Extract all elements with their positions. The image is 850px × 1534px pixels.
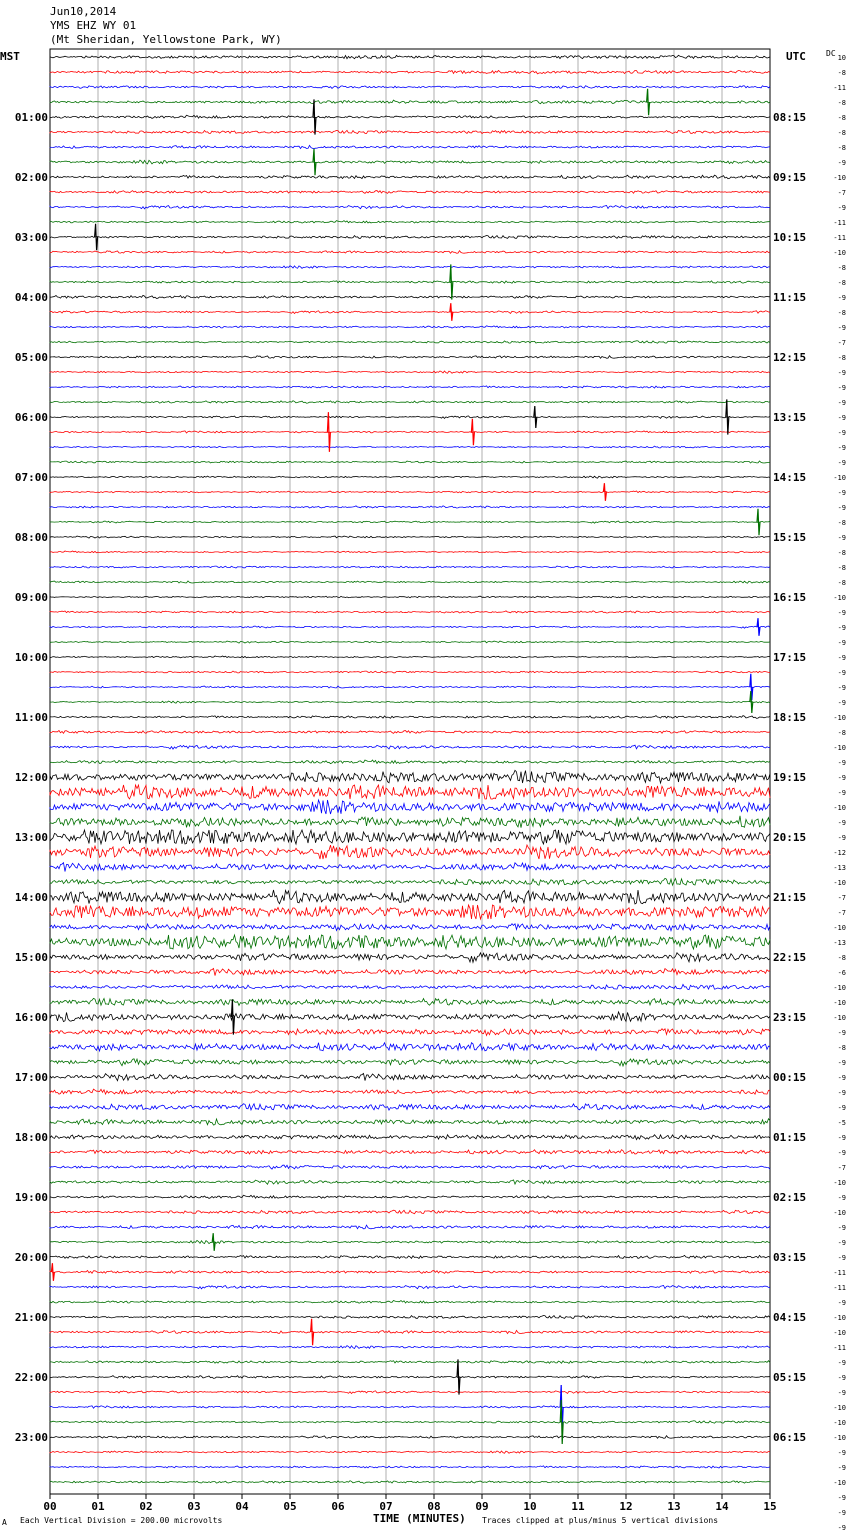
dc-offset-label: -10 xyxy=(833,744,846,752)
trace-line xyxy=(50,536,770,538)
trace-line xyxy=(50,1330,770,1333)
dc-offset-label: -9 xyxy=(837,489,846,497)
dc-offset-label: -11 xyxy=(833,1269,846,1277)
right-hour-label: 12:15 xyxy=(773,351,807,364)
dc-offset-label: -9 xyxy=(837,324,846,332)
trace-line xyxy=(50,596,770,598)
event-spike xyxy=(313,99,316,134)
dc-offset-label: -9 xyxy=(837,504,846,512)
dc-offset-label: -10 xyxy=(833,1479,846,1487)
dc-offset-label: -9 xyxy=(837,1509,846,1517)
trace-line xyxy=(50,800,770,814)
trace-line xyxy=(50,935,770,949)
dc-offset-label: -9 xyxy=(837,399,846,407)
left-hour-label: 09:00 xyxy=(14,591,48,604)
dc-offset-label: -8 xyxy=(837,144,846,152)
dc-offset-label: -9 xyxy=(837,1524,846,1532)
trace-line xyxy=(50,326,770,328)
dc-label: DC xyxy=(826,49,836,58)
station-location: (Mt Sheridan, Yellowstone Park, WY) xyxy=(50,33,282,46)
dc-offset-label: -10 xyxy=(833,1014,846,1022)
trace-line xyxy=(50,745,770,749)
trace-line xyxy=(50,1012,770,1022)
trace-line xyxy=(50,641,770,643)
chart-date: Jun10,2014 xyxy=(50,5,117,18)
trace-line xyxy=(50,1271,770,1274)
trace-line xyxy=(50,969,770,976)
dc-offset-label: -8 xyxy=(837,579,846,587)
dc-offset-label: -9 xyxy=(837,684,846,692)
trace-line xyxy=(50,845,770,859)
x-tick-label: 05 xyxy=(283,1500,297,1513)
trace-line xyxy=(50,1225,770,1229)
dc-offset-label: -10 xyxy=(833,474,846,482)
x-tick-label: 09 xyxy=(475,1500,489,1513)
left-hour-label: 01:00 xyxy=(14,111,48,124)
trace-line xyxy=(50,521,770,523)
right-hour-label: 09:15 xyxy=(773,171,807,184)
trace-line xyxy=(50,1391,770,1394)
right-hour-label: 03:15 xyxy=(773,1251,807,1264)
dc-offset-label: -9 xyxy=(837,1494,846,1502)
dc-offset-label: -8 xyxy=(837,1044,846,1052)
trace-line xyxy=(50,160,770,164)
trace-line xyxy=(50,1481,770,1484)
trace-line xyxy=(50,1421,770,1423)
x-tick-label: 02 xyxy=(139,1500,153,1513)
event-spike xyxy=(212,1233,215,1251)
trace-line xyxy=(50,1436,770,1439)
left-hour-label: 04:00 xyxy=(14,291,48,304)
right-hour-label: 08:15 xyxy=(773,111,807,124)
dc-offset-label: -11 xyxy=(833,234,846,242)
trace-line xyxy=(50,491,770,493)
dc-offset-label: -10 xyxy=(833,1434,846,1442)
trace-line xyxy=(50,1286,770,1289)
trace-line xyxy=(50,251,770,254)
trace-line xyxy=(50,581,770,583)
left-hour-label: 19:00 xyxy=(14,1191,48,1204)
dc-offset-label: -9 xyxy=(837,429,846,437)
footer-mark: A xyxy=(2,1518,7,1527)
clip-note: Traces clipped at plus/minus 5 vertical divisions xyxy=(482,1516,719,1525)
trace-line xyxy=(50,626,770,628)
dc-offset-label: -7 xyxy=(837,894,846,902)
trace-line xyxy=(50,998,770,1005)
dc-offset-label: -9 xyxy=(837,1104,846,1112)
dc-offset-label: -9 xyxy=(837,384,846,392)
dc-offset-label: -10 xyxy=(833,879,846,887)
dc-offset-label: -10 xyxy=(833,1404,846,1412)
trace-line xyxy=(50,1376,770,1379)
dc-offset-label: -9 xyxy=(837,654,846,662)
left-hour-label: 03:00 xyxy=(14,231,48,244)
right-hour-label: 15:15 xyxy=(773,531,807,544)
trace-line xyxy=(50,551,770,553)
dc-offset-label: -9 xyxy=(837,1059,846,1067)
trace-line xyxy=(50,1059,770,1066)
dc-offset-label: -10 xyxy=(833,924,846,932)
right-timezone-label: UTC xyxy=(786,50,806,63)
trace-line xyxy=(50,356,770,359)
right-hour-label: 16:15 xyxy=(773,591,807,604)
left-timezone-label: MST xyxy=(0,50,20,63)
trace-line xyxy=(50,130,770,133)
x-tick-label: 07 xyxy=(379,1500,393,1513)
trace-line xyxy=(50,506,770,508)
trace-line xyxy=(50,686,770,688)
dc-offset-label: -11 xyxy=(833,1284,846,1292)
trace-line xyxy=(50,1195,770,1198)
left-hour-label: 13:00 xyxy=(14,831,48,844)
dc-offset-label: -9 xyxy=(837,774,846,782)
trace-line xyxy=(50,100,770,104)
event-spike xyxy=(471,419,474,445)
trace-line xyxy=(50,816,770,828)
trace-line xyxy=(50,1165,770,1169)
dc-offset-label: -8 xyxy=(837,729,846,737)
right-hour-label: 20:15 xyxy=(773,831,807,844)
dc-offset-label: -8 xyxy=(837,549,846,557)
dc-offset-label: -8 xyxy=(837,354,846,362)
dc-offset-label: -7 xyxy=(837,339,846,347)
trace-line xyxy=(50,671,770,673)
dc-offset-label: -10 xyxy=(833,999,846,1007)
event-spike xyxy=(757,509,760,535)
trace-line xyxy=(50,311,770,314)
trace-line xyxy=(50,785,770,799)
right-hour-label: 01:15 xyxy=(773,1131,807,1144)
trace-line xyxy=(50,878,770,885)
dc-offset-label: -9 xyxy=(837,699,846,707)
dc-offset-label: -9 xyxy=(837,609,846,617)
x-axis-label: TIME (MINUTES) xyxy=(373,1512,466,1525)
dc-offset-label: -10 xyxy=(833,714,846,722)
trace-line xyxy=(50,115,770,118)
event-spike xyxy=(457,1359,460,1394)
left-hour-label: 20:00 xyxy=(14,1251,48,1264)
dc-offset-label: -9 xyxy=(837,1464,846,1472)
trace-line xyxy=(50,191,770,194)
dc-offset-label: -7 xyxy=(837,909,846,917)
trace-line xyxy=(50,1029,770,1036)
trace-line xyxy=(50,1074,770,1081)
dc-offset-label: -9 xyxy=(837,1134,846,1142)
right-hour-label: 14:15 xyxy=(773,471,807,484)
trace-line xyxy=(50,206,770,209)
trace-line xyxy=(50,70,770,73)
trace-line xyxy=(50,731,770,734)
trace-line xyxy=(50,281,770,283)
right-hour-label: 22:15 xyxy=(773,951,807,964)
dc-offset-label: -8 xyxy=(837,264,846,272)
left-hour-label: 22:00 xyxy=(14,1371,48,1384)
right-hour-label: 06:15 xyxy=(773,1431,807,1444)
x-tick-label: 13 xyxy=(667,1500,681,1513)
right-hour-label: 17:15 xyxy=(773,651,807,664)
dc-offset-label: -8 xyxy=(837,564,846,572)
dc-offset-label: -9 xyxy=(837,1449,846,1457)
dc-offset-label: -10 xyxy=(833,1329,846,1337)
trace-line xyxy=(50,431,770,433)
trace-line xyxy=(50,953,770,963)
x-tick-label: 11 xyxy=(571,1500,585,1513)
left-hour-label: 05:00 xyxy=(14,351,48,364)
dc-offset-label: -9 xyxy=(837,294,846,302)
right-hour-label: 21:15 xyxy=(773,891,807,904)
event-spike xyxy=(95,224,98,250)
event-spike xyxy=(51,1263,54,1281)
trace-line xyxy=(50,830,770,844)
trace-line xyxy=(50,760,770,764)
dc-offset-label: -11 xyxy=(833,84,846,92)
dc-offset-label: -6 xyxy=(837,969,846,977)
dc-offset-label: -10 xyxy=(833,1419,846,1427)
trace-line xyxy=(50,1406,770,1408)
trace-line xyxy=(50,401,770,404)
dc-offset-label: -8 xyxy=(837,954,846,962)
right-hour-label: 23:15 xyxy=(773,1011,807,1024)
left-hour-label: 11:00 xyxy=(14,711,48,724)
right-hour-label: 00:15 xyxy=(773,1071,807,1084)
trace-line xyxy=(50,386,770,388)
left-hour-label: 08:00 xyxy=(14,531,48,544)
trace-line xyxy=(50,371,770,373)
trace-line xyxy=(50,266,770,269)
trace-line xyxy=(50,236,770,239)
right-hour-label: 02:15 xyxy=(773,1191,807,1204)
left-hour-label: 14:00 xyxy=(14,891,48,904)
event-spike xyxy=(313,149,316,175)
dc-offset-label: -11 xyxy=(833,1344,846,1352)
event-spike xyxy=(647,89,650,115)
trace-line xyxy=(50,416,770,419)
x-tick-label: 00 xyxy=(43,1500,57,1513)
left-hour-label: 18:00 xyxy=(14,1131,48,1144)
event-spike xyxy=(450,264,453,299)
left-hour-label: 10:00 xyxy=(14,651,48,664)
left-hour-label: 17:00 xyxy=(14,1071,48,1084)
dc-offset-label: -9 xyxy=(837,1299,846,1307)
trace-line xyxy=(50,1301,770,1304)
dc-offset-label: -8 xyxy=(837,99,846,107)
left-hour-label: 15:00 xyxy=(14,951,48,964)
trace-line xyxy=(50,1180,770,1184)
dc-offset-label: -9 xyxy=(837,204,846,212)
event-spike xyxy=(726,399,729,434)
dc-offset-label: -10 xyxy=(833,1209,846,1217)
dc-offset-label: -12 xyxy=(833,849,846,857)
dc-offset-label: -9 xyxy=(837,1254,846,1262)
trace-line xyxy=(50,86,770,89)
dc-offset-label: -8 xyxy=(837,69,846,77)
left-hour-label: 02:00 xyxy=(14,171,48,184)
dc-offset-label: -10 xyxy=(833,594,846,602)
right-hour-label: 04:15 xyxy=(773,1311,807,1324)
dc-offset-label: -9 xyxy=(837,1029,846,1037)
left-hour-label: 07:00 xyxy=(14,471,48,484)
right-hour-label: 10:15 xyxy=(773,231,807,244)
event-spike xyxy=(327,412,330,452)
trace-line xyxy=(50,701,770,703)
left-hour-label: 06:00 xyxy=(14,411,48,424)
dc-offset-label: -11 xyxy=(833,219,846,227)
dc-offset-label: -9 xyxy=(837,1074,846,1082)
trace-line xyxy=(50,341,770,343)
event-spike xyxy=(757,618,760,636)
x-tick-label: 08 xyxy=(427,1500,441,1513)
dc-offset-label: -9 xyxy=(837,1359,846,1367)
trace-line xyxy=(50,1089,770,1094)
dc-offset-label: -7 xyxy=(837,1164,846,1172)
trace-line xyxy=(50,890,770,904)
dc-offset-label: -10 xyxy=(833,174,846,182)
dc-offset-label: -8 xyxy=(837,129,846,137)
dc-offset-label: -5 xyxy=(837,1119,846,1127)
dc-offset-label: -9 xyxy=(837,444,846,452)
dc-offset-label: -13 xyxy=(833,864,846,872)
dc-offset-label: -9 xyxy=(837,819,846,827)
dc-offset-label: -13 xyxy=(833,939,846,947)
trace-line xyxy=(50,1150,770,1154)
x-tick-label: 06 xyxy=(331,1500,345,1513)
trace-line xyxy=(50,984,770,989)
x-tick-label: 10 xyxy=(523,1500,537,1513)
x-tick-label: 03 xyxy=(187,1500,201,1513)
trace-line xyxy=(50,611,770,613)
dc-offset-label: -10 xyxy=(833,1179,846,1187)
dc-offset-label: -9 xyxy=(837,789,846,797)
trace-line xyxy=(50,905,770,919)
trace-line xyxy=(50,175,770,179)
dc-offset-label: -9 xyxy=(837,459,846,467)
dc-offset-label: -8 xyxy=(837,279,846,287)
event-spike xyxy=(560,1400,563,1444)
trace-line xyxy=(50,295,770,298)
dc-offset-label: -9 xyxy=(837,639,846,647)
dc-offset-label: -9 xyxy=(837,1149,846,1157)
dc-offset-label: -9 xyxy=(837,759,846,767)
trace-line xyxy=(50,446,770,448)
trace-line xyxy=(50,1240,770,1243)
dc-offset-label: -9 xyxy=(837,669,846,677)
trace-line xyxy=(50,476,770,478)
trace-line xyxy=(50,1135,770,1140)
dc-offset-label: -8 xyxy=(837,519,846,527)
trace-line xyxy=(50,55,770,58)
trace-line xyxy=(50,1316,770,1319)
dc-offset-label: -10 xyxy=(833,1314,846,1322)
x-tick-label: 15 xyxy=(763,1500,777,1513)
right-hour-label: 18:15 xyxy=(773,711,807,724)
trace-line xyxy=(50,1104,770,1110)
dc-offset-label: -10 xyxy=(833,984,846,992)
x-tick-label: 01 xyxy=(91,1500,105,1513)
x-tick-label: 12 xyxy=(619,1500,633,1513)
dc-offset-label: -8 xyxy=(837,309,846,317)
left-hour-label: 23:00 xyxy=(14,1431,48,1444)
trace-line xyxy=(50,566,770,568)
right-hour-label: 19:15 xyxy=(773,771,807,784)
event-spike xyxy=(231,999,234,1034)
dc-offset-label: -9 xyxy=(837,1374,846,1382)
left-hour-label: 16:00 xyxy=(14,1011,48,1024)
trace-line xyxy=(50,924,770,931)
trace-line xyxy=(50,145,770,148)
trace-line xyxy=(50,1466,770,1468)
x-tick-label: 04 xyxy=(235,1500,249,1513)
dc-offset-label: -9 xyxy=(837,414,846,422)
trace-line xyxy=(50,1346,770,1349)
right-hour-label: 11:15 xyxy=(773,291,807,304)
dc-offset-label: -9 xyxy=(837,534,846,542)
dc-offset-label: -9 xyxy=(837,834,846,842)
dc-offset-label: -8 xyxy=(837,114,846,122)
right-hour-label: 05:15 xyxy=(773,1371,807,1384)
trace-line xyxy=(50,1210,770,1214)
trace-line xyxy=(50,221,770,224)
event-spike xyxy=(603,483,606,501)
dc-offset-label: -10 xyxy=(833,249,846,257)
left-hour-label: 12:00 xyxy=(14,771,48,784)
plot-frame xyxy=(50,49,770,1494)
dc-offset-label: -9 xyxy=(837,159,846,167)
right-hour-label: 13:15 xyxy=(773,411,807,424)
dc-offset-label: 10 xyxy=(837,54,846,62)
dc-offset-label: -9 xyxy=(837,1089,846,1097)
trace-line xyxy=(50,1043,770,1051)
dc-offset-label: -9 xyxy=(837,369,846,377)
dc-offset-label: -7 xyxy=(837,189,846,197)
trace-line xyxy=(50,1451,770,1453)
dc-offset-label: -9 xyxy=(837,624,846,632)
left-hour-label: 21:00 xyxy=(14,1311,48,1324)
dc-offset-label: -9 xyxy=(837,1389,846,1397)
station-code: YMS EHZ WY 01 xyxy=(50,19,137,32)
trace-line xyxy=(50,461,770,463)
trace-line xyxy=(50,863,770,872)
dc-offset-label: -10 xyxy=(833,804,846,812)
trace-line xyxy=(50,1361,770,1364)
trace-line xyxy=(50,1255,770,1258)
trace-line xyxy=(50,770,770,783)
event-spike xyxy=(534,406,537,428)
trace-line xyxy=(50,716,770,719)
dc-offset-label: -9 xyxy=(837,1194,846,1202)
event-spike xyxy=(450,303,453,321)
dc-offset-label: -9 xyxy=(837,1224,846,1232)
x-tick-label: 14 xyxy=(715,1500,729,1513)
scale-note: Each Vertical Division = 200.00 microvolts xyxy=(20,1516,223,1525)
trace-line xyxy=(50,1119,770,1125)
event-spike xyxy=(311,1319,314,1345)
dc-offset-label: -9 xyxy=(837,1239,846,1247)
trace-line xyxy=(50,656,770,658)
